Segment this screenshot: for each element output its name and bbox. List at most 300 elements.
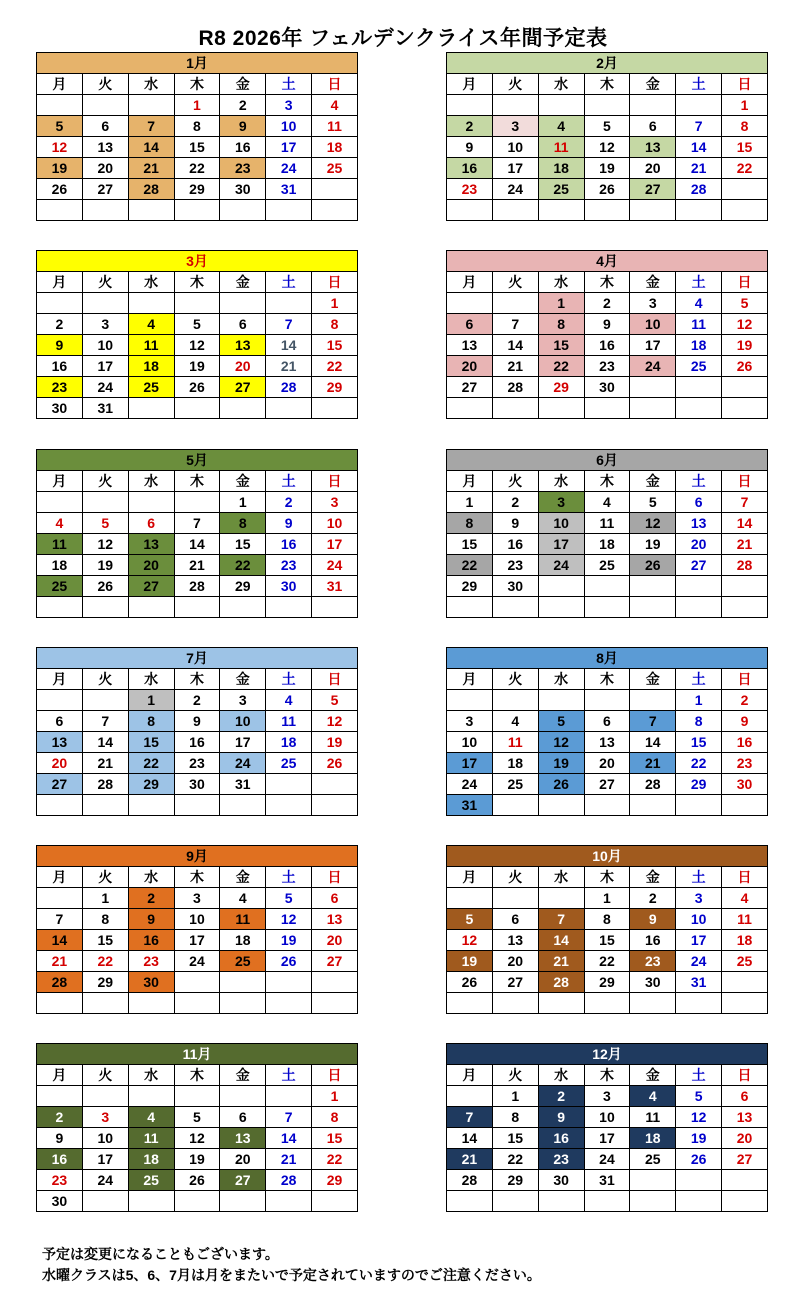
- weekday-header: 水: [538, 74, 584, 95]
- day-cell: 19: [676, 1128, 722, 1149]
- weekday-header: 金: [220, 272, 266, 293]
- day-cell: 16: [37, 1149, 83, 1170]
- week-row: [37, 774, 358, 795]
- day-cell: [128, 993, 174, 1014]
- day-cell: [722, 795, 768, 816]
- day-cell: 18: [266, 732, 312, 753]
- day-cell: 10: [492, 137, 538, 158]
- day-cell: 8: [492, 1107, 538, 1128]
- day-cell: 13: [584, 732, 630, 753]
- weekday-header: 日: [722, 1065, 768, 1086]
- day-cell: [128, 293, 174, 314]
- day-cell: 24: [676, 951, 722, 972]
- day-cell: 3: [447, 711, 493, 732]
- day-cell: 27: [37, 774, 83, 795]
- weekday-header: 土: [676, 272, 722, 293]
- day-cell: 3: [312, 492, 358, 513]
- day-cell: 29: [538, 377, 584, 398]
- day-cell: 24: [538, 555, 584, 576]
- day-cell: [266, 1191, 312, 1212]
- day-cell: 2: [630, 888, 676, 909]
- day-cell: 7: [676, 116, 722, 137]
- day-cell: 26: [630, 555, 676, 576]
- month-calendar: [446, 52, 768, 229]
- day-cell: [447, 597, 493, 618]
- day-cell: [82, 200, 128, 221]
- day-cell: 14: [266, 1128, 312, 1149]
- day-cell: 10: [538, 513, 584, 534]
- day-cell: 19: [82, 555, 128, 576]
- day-cell: 24: [82, 377, 128, 398]
- day-cell: [174, 1191, 220, 1212]
- day-cell: 12: [584, 137, 630, 158]
- day-cell: 22: [447, 555, 493, 576]
- day-cell: 27: [312, 951, 358, 972]
- day-cell: 6: [82, 116, 128, 137]
- day-cell: [128, 492, 174, 513]
- day-cell: 8: [220, 513, 266, 534]
- day-cell: 14: [722, 513, 768, 534]
- day-cell: [82, 1086, 128, 1107]
- day-cell: 5: [722, 293, 768, 314]
- day-cell: [82, 293, 128, 314]
- day-cell: [492, 95, 538, 116]
- weekday-header: 火: [82, 272, 128, 293]
- day-cell: 4: [584, 492, 630, 513]
- day-cell: 20: [220, 356, 266, 377]
- day-cell: 14: [538, 930, 584, 951]
- day-cell: 17: [266, 137, 312, 158]
- day-cell: [312, 774, 358, 795]
- day-cell: 18: [220, 930, 266, 951]
- note-line: 予定は変更になることもございます。: [42, 1246, 279, 1262]
- day-cell: 6: [630, 116, 676, 137]
- week-row: [447, 711, 768, 732]
- day-cell: 20: [676, 534, 722, 555]
- day-cell: [492, 888, 538, 909]
- day-cell: 10: [174, 909, 220, 930]
- day-cell: [538, 888, 584, 909]
- day-cell: 3: [82, 314, 128, 335]
- day-cell: 9: [37, 1128, 83, 1149]
- day-cell: 24: [220, 753, 266, 774]
- month-table: [36, 449, 358, 618]
- day-cell: 9: [220, 116, 266, 137]
- day-cell: 25: [220, 951, 266, 972]
- day-cell: [82, 95, 128, 116]
- day-cell: 10: [676, 909, 722, 930]
- week-row: [447, 597, 768, 618]
- day-cell: 26: [722, 356, 768, 377]
- day-cell: 2: [447, 116, 493, 137]
- weekday-header: 日: [312, 471, 358, 492]
- weekday-header: 火: [492, 669, 538, 690]
- day-cell: 29: [492, 1170, 538, 1191]
- weekday-header: 日: [312, 272, 358, 293]
- day-cell: 12: [82, 534, 128, 555]
- day-cell: 2: [174, 690, 220, 711]
- day-cell: 5: [676, 1086, 722, 1107]
- weekday-header: 月: [37, 867, 83, 888]
- day-cell: [722, 972, 768, 993]
- week-row: [37, 335, 358, 356]
- day-cell: 23: [722, 753, 768, 774]
- week-row: [37, 398, 358, 419]
- day-cell: [447, 398, 493, 419]
- day-cell: 10: [82, 1128, 128, 1149]
- day-cell: 6: [492, 909, 538, 930]
- day-cell: 7: [82, 711, 128, 732]
- weekday-header: 水: [128, 471, 174, 492]
- day-cell: 18: [538, 158, 584, 179]
- day-cell: [37, 690, 83, 711]
- week-row: [37, 356, 358, 377]
- day-cell: [82, 795, 128, 816]
- weekday-header: 水: [538, 471, 584, 492]
- day-cell: 23: [538, 1149, 584, 1170]
- day-cell: 5: [447, 909, 493, 930]
- day-cell: 28: [538, 972, 584, 993]
- week-row: [447, 774, 768, 795]
- day-cell: 3: [220, 690, 266, 711]
- day-cell: [584, 795, 630, 816]
- day-cell: [266, 398, 312, 419]
- week-row: [447, 335, 768, 356]
- day-cell: [676, 576, 722, 597]
- month-calendar: [36, 52, 358, 229]
- day-cell: [492, 200, 538, 221]
- week-row: [37, 993, 358, 1014]
- day-cell: 12: [538, 732, 584, 753]
- week-row: [37, 137, 358, 158]
- day-cell: 6: [220, 314, 266, 335]
- month-label: 3月: [37, 251, 358, 272]
- weekday-header: 月: [447, 1065, 493, 1086]
- month-label: 10月: [447, 846, 768, 867]
- day-cell: [128, 95, 174, 116]
- month-table: [36, 845, 358, 1014]
- day-cell: [312, 398, 358, 419]
- weekday-header: 月: [447, 867, 493, 888]
- week-row: [37, 555, 358, 576]
- day-cell: [584, 398, 630, 419]
- day-cell: 6: [676, 492, 722, 513]
- day-cell: 5: [312, 690, 358, 711]
- day-cell: 2: [220, 95, 266, 116]
- day-cell: 15: [447, 534, 493, 555]
- weekday-header: 金: [220, 1065, 266, 1086]
- weekday-header: 木: [584, 669, 630, 690]
- day-cell: 20: [82, 158, 128, 179]
- week-row: [37, 711, 358, 732]
- weekday-header: 月: [37, 272, 83, 293]
- day-cell: 13: [492, 930, 538, 951]
- weekday-header: 木: [584, 867, 630, 888]
- day-cell: 8: [676, 711, 722, 732]
- day-cell: [266, 774, 312, 795]
- week-row: [447, 795, 768, 816]
- day-cell: 1: [312, 293, 358, 314]
- day-cell: 18: [128, 1149, 174, 1170]
- day-cell: 28: [37, 972, 83, 993]
- day-cell: 5: [174, 314, 220, 335]
- month-label: 9月: [37, 846, 358, 867]
- day-cell: 9: [630, 909, 676, 930]
- day-cell: [538, 200, 584, 221]
- day-cell: [312, 972, 358, 993]
- week-row: [447, 690, 768, 711]
- month-label: 4月: [447, 251, 768, 272]
- weekday-header: 火: [492, 272, 538, 293]
- day-cell: 4: [37, 513, 83, 534]
- weekday-header: 土: [676, 867, 722, 888]
- day-cell: 2: [37, 1107, 83, 1128]
- day-cell: 30: [584, 377, 630, 398]
- day-cell: 11: [312, 116, 358, 137]
- day-cell: [266, 795, 312, 816]
- week-row: [37, 377, 358, 398]
- day-cell: 28: [676, 179, 722, 200]
- day-cell: 15: [220, 534, 266, 555]
- day-cell: [220, 1191, 266, 1212]
- day-cell: 11: [37, 534, 83, 555]
- week-row: [447, 95, 768, 116]
- day-cell: 3: [538, 492, 584, 513]
- weekday-header: 金: [630, 867, 676, 888]
- day-cell: [174, 398, 220, 419]
- day-cell: 23: [128, 951, 174, 972]
- day-cell: [538, 95, 584, 116]
- day-cell: [630, 993, 676, 1014]
- day-cell: 11: [266, 711, 312, 732]
- day-cell: 19: [312, 732, 358, 753]
- week-row: [447, 179, 768, 200]
- day-cell: 7: [266, 1107, 312, 1128]
- weekday-header: 金: [630, 74, 676, 95]
- note-line: 水曜クラスは5、6、7月は月をまたいで予定されていますのでご注意ください。: [42, 1267, 541, 1283]
- day-cell: [220, 1086, 266, 1107]
- day-cell: 16: [584, 335, 630, 356]
- weekday-header: 日: [722, 867, 768, 888]
- day-cell: 14: [266, 335, 312, 356]
- week-row: [37, 1128, 358, 1149]
- weekday-header: 日: [722, 74, 768, 95]
- day-cell: [128, 1086, 174, 1107]
- week-row: [37, 972, 358, 993]
- day-cell: 7: [174, 513, 220, 534]
- month-label: 8月: [447, 648, 768, 669]
- day-cell: 15: [722, 137, 768, 158]
- day-cell: 11: [220, 909, 266, 930]
- day-cell: 27: [676, 555, 722, 576]
- day-cell: 18: [584, 534, 630, 555]
- day-cell: 17: [82, 356, 128, 377]
- day-cell: 10: [82, 335, 128, 356]
- week-row: [447, 513, 768, 534]
- day-cell: 6: [584, 711, 630, 732]
- day-cell: 10: [220, 711, 266, 732]
- day-cell: 28: [266, 377, 312, 398]
- day-cell: 13: [312, 909, 358, 930]
- day-cell: 24: [312, 555, 358, 576]
- week-row: [37, 909, 358, 930]
- month-label: 2月: [447, 53, 768, 74]
- day-cell: [538, 690, 584, 711]
- day-cell: [220, 993, 266, 1014]
- notes: [42, 1244, 541, 1286]
- day-cell: 2: [128, 888, 174, 909]
- day-cell: [630, 690, 676, 711]
- day-cell: 14: [492, 335, 538, 356]
- day-cell: [174, 492, 220, 513]
- day-cell: [722, 1170, 768, 1191]
- week-row: [447, 314, 768, 335]
- day-cell: 31: [220, 774, 266, 795]
- weekday-header: 火: [82, 74, 128, 95]
- day-cell: 6: [447, 314, 493, 335]
- week-row: [37, 158, 358, 179]
- day-cell: 18: [492, 753, 538, 774]
- day-cell: 9: [174, 711, 220, 732]
- day-cell: 29: [312, 377, 358, 398]
- week-row: [447, 732, 768, 753]
- weekday-header: 金: [630, 471, 676, 492]
- weekday-header: 金: [220, 669, 266, 690]
- day-cell: 24: [584, 1149, 630, 1170]
- day-cell: 26: [676, 1149, 722, 1170]
- day-cell: [37, 492, 83, 513]
- week-row: [37, 690, 358, 711]
- day-cell: 11: [722, 909, 768, 930]
- day-cell: 7: [128, 116, 174, 137]
- day-cell: [676, 1191, 722, 1212]
- weekday-header: 木: [584, 272, 630, 293]
- day-cell: [492, 795, 538, 816]
- day-cell: [266, 1086, 312, 1107]
- day-cell: [312, 179, 358, 200]
- weekday-header: 水: [128, 867, 174, 888]
- day-cell: 23: [630, 951, 676, 972]
- day-cell: 4: [266, 690, 312, 711]
- day-cell: [722, 398, 768, 419]
- day-cell: 30: [722, 774, 768, 795]
- day-cell: 27: [447, 377, 493, 398]
- day-cell: 18: [676, 335, 722, 356]
- week-row: [447, 200, 768, 221]
- day-cell: 6: [128, 513, 174, 534]
- weekday-header: 月: [37, 471, 83, 492]
- day-cell: [584, 95, 630, 116]
- day-cell: 31: [266, 179, 312, 200]
- day-cell: [82, 597, 128, 618]
- day-cell: 26: [37, 179, 83, 200]
- day-cell: [174, 293, 220, 314]
- day-cell: 12: [722, 314, 768, 335]
- day-cell: 9: [128, 909, 174, 930]
- weekday-header: 日: [312, 669, 358, 690]
- day-cell: 22: [722, 158, 768, 179]
- day-cell: 22: [584, 951, 630, 972]
- day-cell: 21: [174, 555, 220, 576]
- week-row: [447, 356, 768, 377]
- month-calendar: [446, 449, 768, 626]
- day-cell: 4: [492, 711, 538, 732]
- day-cell: 30: [538, 1170, 584, 1191]
- day-cell: 24: [174, 951, 220, 972]
- day-cell: 25: [538, 179, 584, 200]
- day-cell: 27: [630, 179, 676, 200]
- day-cell: [312, 795, 358, 816]
- day-cell: [722, 597, 768, 618]
- day-cell: 8: [722, 116, 768, 137]
- day-cell: 16: [266, 534, 312, 555]
- day-cell: 19: [630, 534, 676, 555]
- day-cell: 26: [312, 753, 358, 774]
- month-calendar: [36, 449, 358, 626]
- day-cell: 25: [128, 1170, 174, 1191]
- week-row: [447, 492, 768, 513]
- month-calendar: [36, 647, 358, 824]
- day-cell: [220, 398, 266, 419]
- weekday-header: 水: [538, 1065, 584, 1086]
- day-cell: [266, 597, 312, 618]
- day-cell: 30: [37, 1191, 83, 1212]
- week-row: [37, 534, 358, 555]
- day-cell: 30: [492, 576, 538, 597]
- day-cell: [584, 993, 630, 1014]
- day-cell: 31: [584, 1170, 630, 1191]
- day-cell: 29: [82, 972, 128, 993]
- day-cell: 18: [722, 930, 768, 951]
- month-label: 1月: [37, 53, 358, 74]
- month-table: [36, 52, 358, 221]
- weekday-header: 土: [676, 669, 722, 690]
- day-cell: 11: [128, 1128, 174, 1149]
- day-cell: 15: [312, 335, 358, 356]
- month-calendar: [36, 250, 358, 427]
- day-cell: [266, 972, 312, 993]
- day-cell: [82, 492, 128, 513]
- day-cell: 28: [128, 179, 174, 200]
- weekday-header: 水: [538, 669, 584, 690]
- day-cell: 1: [174, 95, 220, 116]
- weekday-header: 月: [447, 74, 493, 95]
- day-cell: 13: [722, 1107, 768, 1128]
- weekday-header: 木: [584, 471, 630, 492]
- day-cell: 14: [82, 732, 128, 753]
- day-cell: 5: [538, 711, 584, 732]
- day-cell: 25: [676, 356, 722, 377]
- day-cell: 12: [630, 513, 676, 534]
- day-cell: [220, 795, 266, 816]
- week-row: [447, 909, 768, 930]
- weekday-header: 月: [37, 669, 83, 690]
- month-calendar: [446, 845, 768, 1022]
- day-cell: 4: [630, 1086, 676, 1107]
- day-cell: 17: [584, 1128, 630, 1149]
- day-cell: [266, 293, 312, 314]
- day-cell: 1: [447, 492, 493, 513]
- day-cell: 13: [37, 732, 83, 753]
- day-cell: [174, 200, 220, 221]
- day-cell: 21: [676, 158, 722, 179]
- day-cell: [538, 993, 584, 1014]
- day-cell: 6: [220, 1107, 266, 1128]
- week-row: [37, 513, 358, 534]
- day-cell: 26: [584, 179, 630, 200]
- day-cell: [584, 597, 630, 618]
- weekday-header: 土: [266, 1065, 312, 1086]
